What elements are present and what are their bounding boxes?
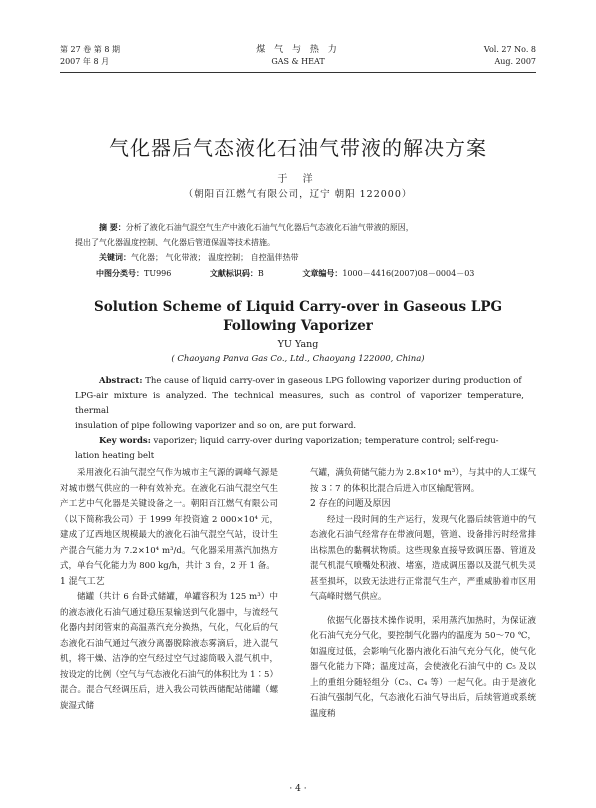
english-abstract-line-1: The cause of liquid carry-over in gaseous LPG following vaporizer during production of bbox=[145, 376, 522, 386]
english-abstract-label: Abstract: bbox=[99, 376, 143, 386]
english-abstract-line-2: LPG-air mixture is analyzed. The technical measures, such as control of vaporizer temperature, thermal bbox=[75, 391, 524, 416]
date-cn: 2007 年 8 月 bbox=[60, 57, 110, 66]
doc-code-value: B bbox=[257, 269, 264, 278]
clc-label: 中图分类号： bbox=[96, 268, 144, 278]
paragraph: 储罐（共计 6 台卧式储罐，单罐容积为 125 m³）中的液态液化石油气通过稳压泵输送到气化器中，与流经气化器内封闭管束的高温蒸汽充分换热，气化，气化后的气态液化石油气通过气液分离器脱除液态雾滴后，进入混气机，将干燥、洁净的空气经过空气过滤筒吸入混气机中，按设定的比例（空气与气态液化石油气的体积比为 1∶5）混合。混合气经调压后，进入我公司铁西储配站储罐（螺旋湿式储 bbox=[60, 592, 278, 711]
volume-en: Vol. 27 No. 8 bbox=[483, 45, 536, 54]
paper-title: 气化器后气态液化石油气带液的解决方案 bbox=[109, 136, 487, 160]
english-keywords-line-1: vaporizer; liquid carry-over during vaporization; temperature control; self-regu- bbox=[153, 436, 499, 446]
english-title-line-1: Solution Scheme of Liquid Carry-over in Gaseous LPG bbox=[94, 299, 502, 315]
volume-cn: 第 27 卷 第 8 期 bbox=[60, 45, 120, 54]
abstract-cn bbox=[75, 220, 524, 265]
body-column-left bbox=[60, 466, 278, 714]
paragraph: 采用液化石油气混空气作为城市主气源的调峰气源是对城市燃气供应的一种有效补充。在液化石油气混空气生产工艺中气化器是关键设备之一。朝阳百江燃气有限公司（以下简称我公司）于 1999 年投资逾 2 000×10⁴ 元，建成了辽西地区规模最大的液化石油气混空气站，设计生产混合气能力为 7.2×10⁴ m³/d。气化器采用蒸汽加热方式，单台气化能力为 800 kg/h，共计 3 台，2 开 1 备。 bbox=[60, 468, 278, 571]
paragraph: 经过一段时间的生产运行，发现气化器后续管道中的气态液化石油气经常存在带液问题，管道、设备排污时经常排出棕黑色的黏稠状物质。这些现象直接导致调压器、管道及混气机混气喷嘴处积液、堵塞，造成调压器以及混气机失灵甚至损坏，以致无法进行正常混气生产，严重威胁着市区用气高峰时燃气供应。 bbox=[310, 514, 536, 602]
english-author: YU Yang bbox=[277, 339, 319, 350]
classification-line bbox=[96, 268, 510, 279]
paragraph: 气罐，满负荷储气能力为 2.8×10⁴ m³），与其中的人工煤气按 3∶7 的体积比混合后进入市区输配管网。 bbox=[310, 468, 536, 494]
english-affiliation: ( Chaoyang Panva Gas Co., Ltd., Chaoyang 122000, China) bbox=[171, 354, 425, 364]
keywords-text: 气化器； 气化带液； 温度控制； 自控温伴热带 bbox=[131, 253, 299, 262]
section-heading: 2 存在的问题及原因 bbox=[310, 499, 391, 509]
article-id-label: 文章编号： bbox=[302, 268, 343, 278]
english-abstract bbox=[75, 374, 524, 464]
journal-name-en: GAS & HEAT bbox=[271, 57, 325, 66]
keywords-label: 关键词： bbox=[99, 252, 131, 262]
article-id-value: 1000－4416(2007)08－0004－03 bbox=[342, 269, 475, 278]
running-header bbox=[60, 44, 536, 74]
section-heading: 1 混气工艺 bbox=[60, 576, 105, 587]
header-rule bbox=[60, 72, 536, 73]
english-abstract-line-3: insulation of pipe following vaporizer and so on, are put forward. bbox=[75, 421, 357, 431]
page-number: · 4 · bbox=[289, 784, 307, 794]
abstract-text-2: 提出了气化器温度控制、气化器后管道保温等技术措施。 bbox=[75, 238, 275, 247]
header-center bbox=[60, 44, 536, 68]
english-title-line-2: Following Vaporizer bbox=[223, 318, 373, 334]
abstract-label: 摘 要： bbox=[99, 222, 126, 232]
journal-name-cn: 煤 气 与 热 力 bbox=[256, 45, 340, 55]
author: 于 洋 bbox=[277, 174, 319, 185]
affiliation: （朝阳百江燃气有限公司，辽宁 朝阳 122000） bbox=[183, 189, 413, 200]
header-right bbox=[484, 44, 536, 68]
abstract-text-1: 分析了液化石油气混空气生产中液化石油气气化器后气态液化石油气带液的原因， bbox=[125, 223, 414, 232]
doc-code-label: 文献标识码： bbox=[209, 268, 258, 278]
paragraph: 依据气化器技术操作说明，采用蒸汽加热时，为保证液化石油气充分气化，要控制气化器内的温度为 50～70 ℃，如温度过低，会影响气化器内液化石油气充分气化，使气化器气化能力下降；温度过高，会使液化石油气中的 C₅ 及以上的重组分随轻组分（C₃、C₄ 等）一起气化。由于是液化石油气强制气化，气态液化石油气导出后，后续管道或系统温度稍 bbox=[310, 615, 536, 719]
english-keywords-label: Key words: bbox=[99, 436, 151, 446]
date-en: Aug. 2007 bbox=[494, 57, 536, 66]
english-keywords-line-2: lation heating belt bbox=[75, 451, 155, 461]
body-column-right bbox=[310, 466, 536, 722]
clc-value: TU996 bbox=[144, 269, 172, 278]
english-title bbox=[0, 298, 596, 336]
